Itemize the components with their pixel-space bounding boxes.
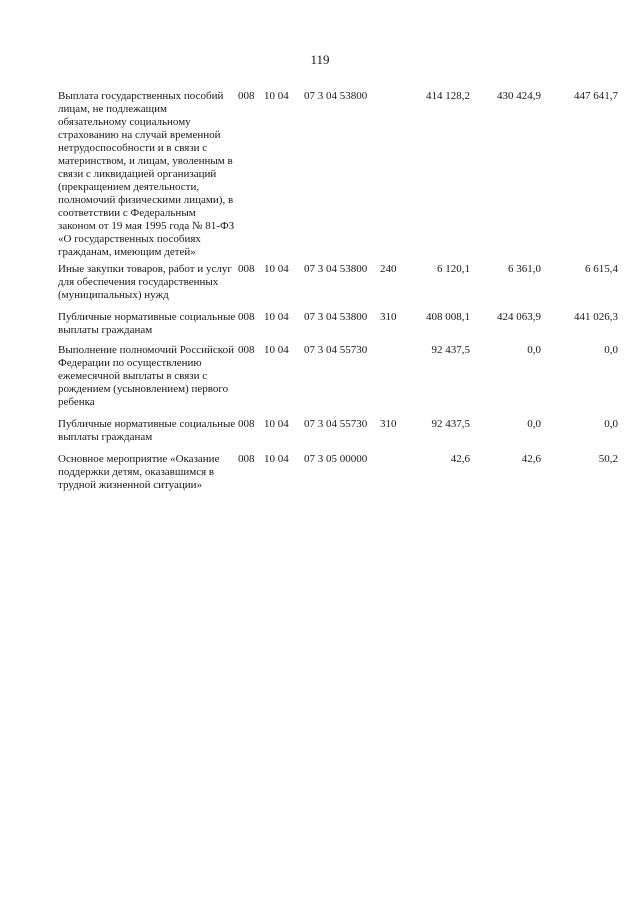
target-article-code: 07 3 04 55730: [304, 418, 368, 430]
amount-year-1: 92 437,5: [431, 344, 470, 356]
target-article-code: 07 3 04 53800: [304, 311, 368, 323]
expense-type-code: 310: [380, 311, 397, 323]
target-article-code: 07 3 04 53800: [304, 90, 368, 102]
amount-year-2: 0,0: [527, 344, 541, 356]
amount-year-1: 6 120,1: [437, 263, 470, 275]
target-article-code: 07 3 04 55730: [304, 344, 368, 356]
ministry-code: 008: [238, 311, 255, 323]
amount-year-2: 6 361,0: [508, 263, 541, 275]
amount-year-2: 0,0: [527, 418, 541, 430]
table-row: [58, 263, 618, 302]
section-code: 10 04: [264, 344, 289, 356]
amount-year-1: 42,6: [450, 453, 470, 465]
amount-year-2: 42,6: [521, 453, 541, 465]
expense-type-code: 310: [380, 418, 397, 430]
amount-year-2: 424 063,9: [497, 311, 541, 323]
row-description: Иные закупки товаров, работ и услуг для обеспечения государственных (муниципальных) нужд: [58, 263, 232, 301]
amount-year-2: 430 424,9: [497, 90, 541, 102]
section-code: 10 04: [264, 90, 289, 102]
table-row: [58, 453, 618, 492]
row-description: Публичные нормативные социальные выплаты гражданам: [58, 418, 236, 443]
amount-year-3: 6 615,4: [585, 263, 618, 275]
row-description: Выполнение полномочий Российской Федерации по осуществлению ежемесячной выплаты в связи с рождением (усыновлением) первого ребенка: [58, 344, 234, 408]
ministry-code: 008: [238, 90, 255, 102]
table-row: [58, 90, 618, 259]
amount-year-3: 0,0: [604, 418, 618, 430]
amount-year-1: 414 128,2: [426, 90, 470, 102]
ministry-code: 008: [238, 453, 255, 465]
amount-year-1: 92 437,5: [431, 418, 470, 430]
page-number: 119: [310, 52, 330, 67]
section-code: 10 04: [264, 418, 289, 430]
table-row: [58, 311, 618, 337]
ministry-code: 008: [238, 344, 255, 356]
section-code: 10 04: [264, 311, 289, 323]
ministry-code: 008: [238, 263, 255, 275]
ministry-code: 008: [238, 418, 255, 430]
expense-type-code: 240: [380, 263, 397, 275]
budget-table: [58, 90, 618, 492]
target-article-code: 07 3 05 00000: [304, 453, 368, 465]
row-description: Публичные нормативные социальные выплаты гражданам: [58, 311, 236, 336]
table-row: [58, 344, 618, 409]
amount-year-3: 441 026,3: [574, 311, 618, 323]
table-row: [58, 418, 618, 444]
row-description: Выплата государственных пособий лицам, не подлежащим обязательному социальному страхованию на случай временной нетрудоспособности и в связи с материнством, и лицам, уволенным в связи с ликвидацией организаций (прекращением деятельности, полномочий физическими лицами), в соответствии с Федеральным законом от 19 мая 1995 года № 81-ФЗ «О государственных пособиях гражданам, имеющим детей»: [58, 90, 235, 258]
row-description: Основное мероприятие «Оказание поддержки детям, оказавшимся в трудной жизненной ситуации»: [58, 453, 220, 491]
target-article-code: 07 3 04 53800: [304, 263, 368, 275]
amount-year-3: 447 641,7: [574, 90, 618, 102]
amount-year-3: 50,2: [598, 453, 618, 465]
section-code: 10 04: [264, 263, 289, 275]
amount-year-1: 408 008,1: [426, 311, 470, 323]
amount-year-3: 0,0: [604, 344, 618, 356]
section-code: 10 04: [264, 453, 289, 465]
